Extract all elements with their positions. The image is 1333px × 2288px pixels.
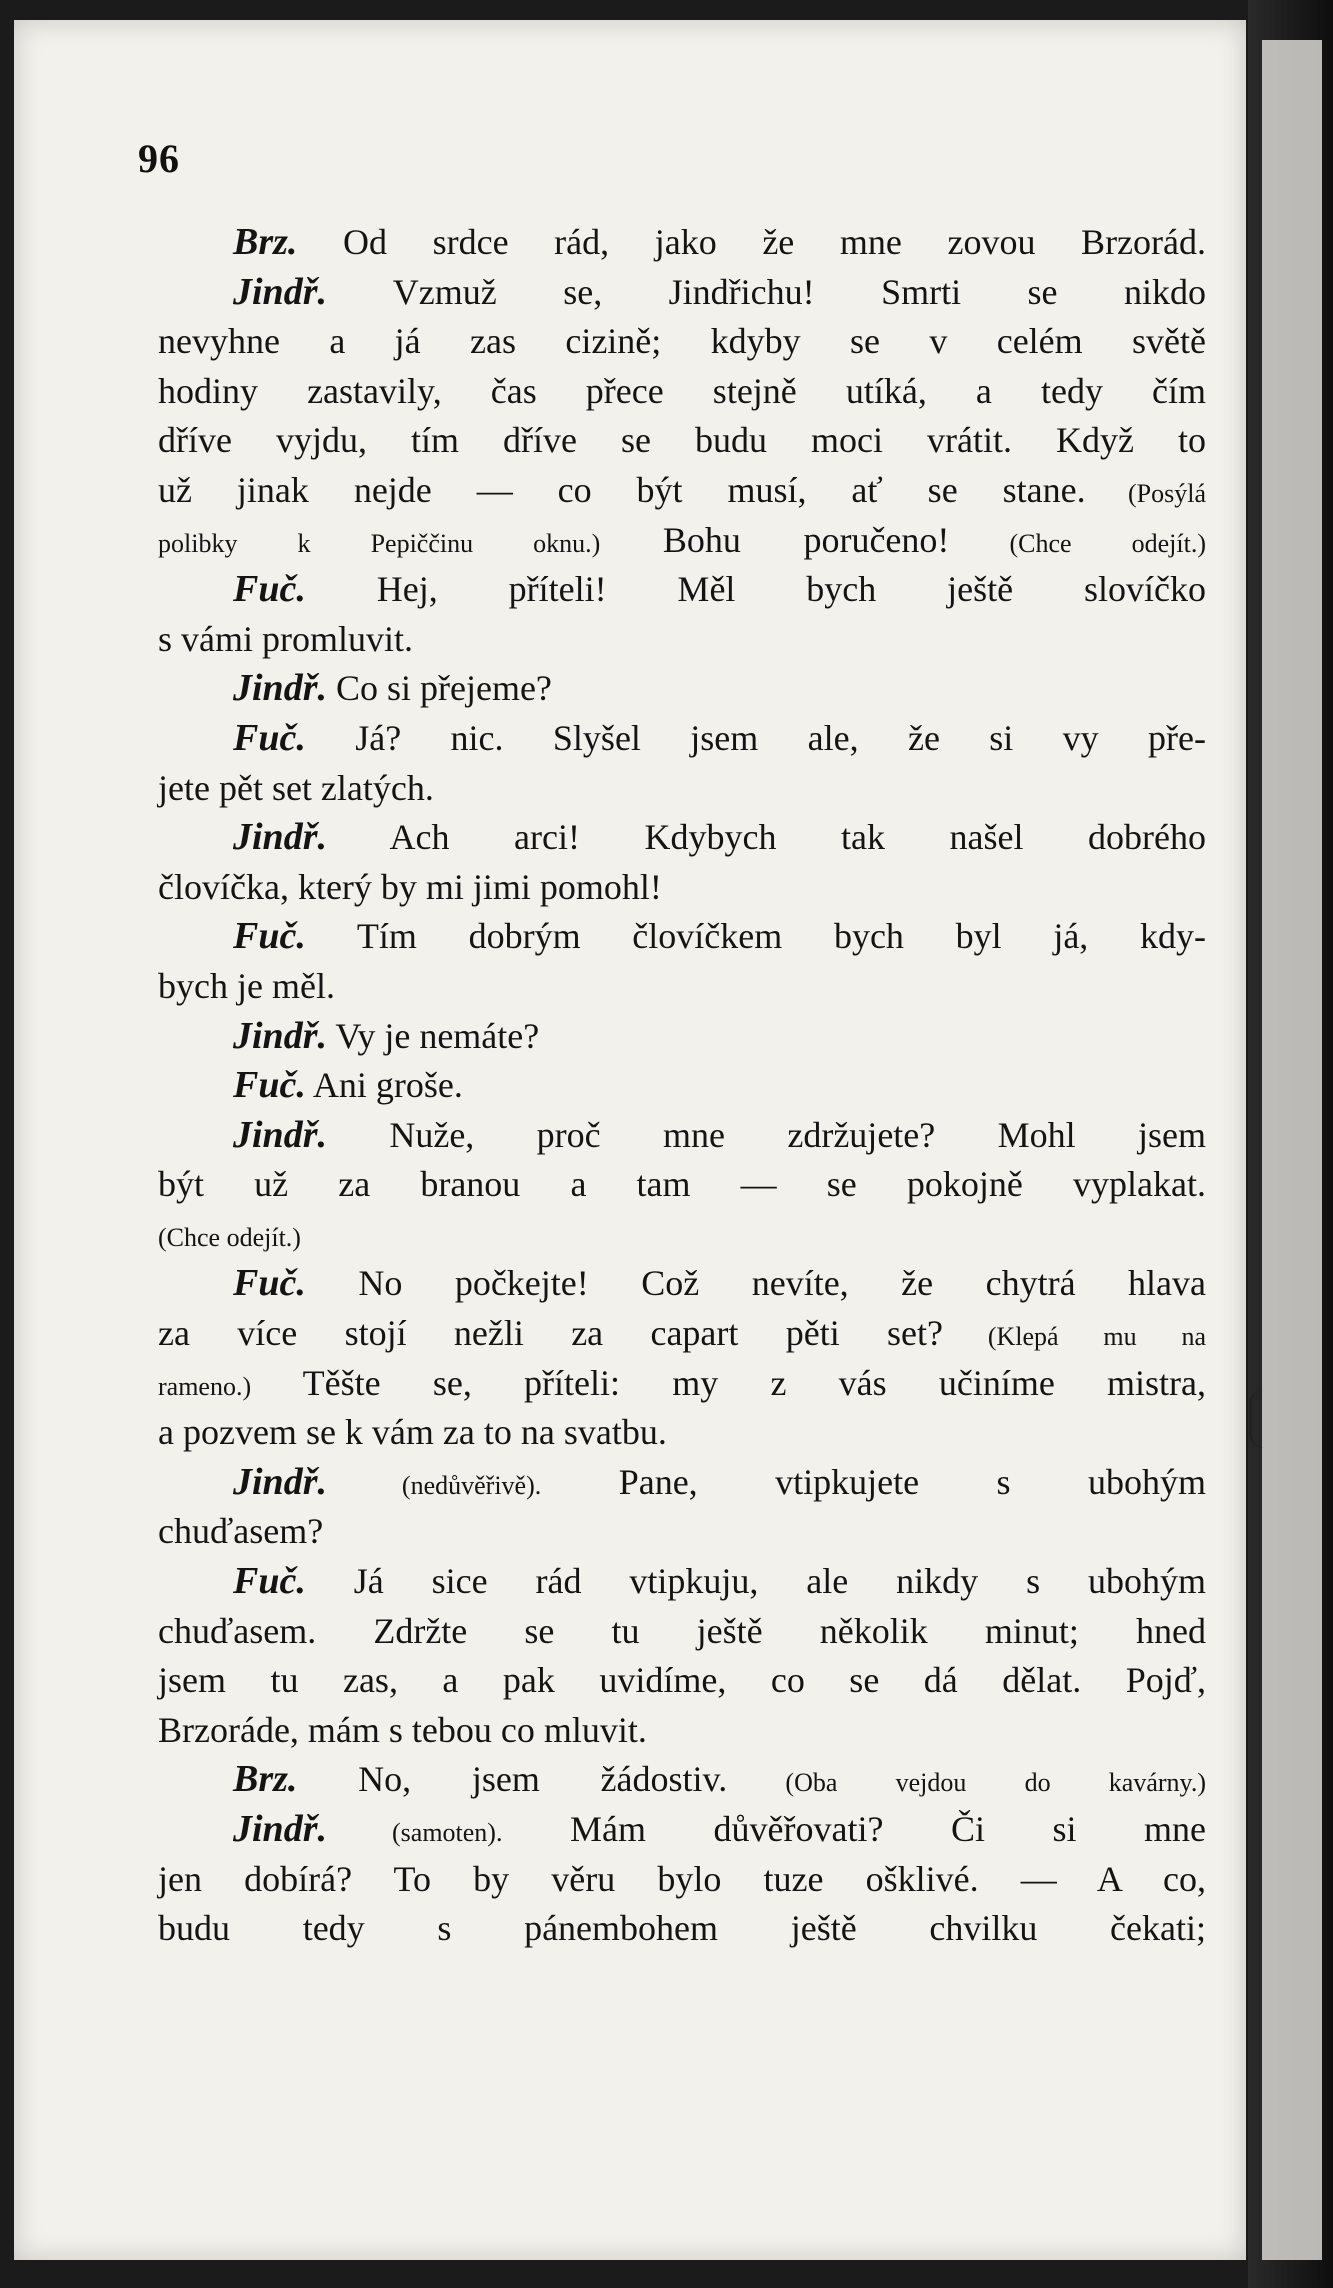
dialogue-text: nevyhne a já zas cizině; kdyby se v celém světě (158, 321, 1206, 362)
text-line (158, 1557, 1206, 1607)
play-text (158, 218, 1206, 1954)
dialogue-text: Tím dobrým človíčkem bych byl já, kdy- (305, 916, 1206, 957)
page-number: 96 (138, 136, 180, 181)
dialogue-text: Vzmuž se, Jindřichu! Smrti se nikdo (326, 271, 1206, 312)
dialogue-text: No, jsem žádostiv. (297, 1759, 728, 1800)
stage-direction: (Chce odejít.) (158, 1222, 301, 1252)
speaker-name: Fuč. (233, 716, 306, 759)
dialogue-text: Hej, příteli! Měl bych ještě slovíčko (305, 569, 1206, 610)
text-line (158, 1210, 1206, 1260)
text-line (158, 1111, 1206, 1161)
dialogue-text: s vámi promluvit. (158, 618, 413, 659)
stage-direction: polibky k Pepiččinu oknu.) (158, 528, 601, 558)
text-line (158, 1755, 1206, 1805)
text-line (158, 1259, 1206, 1309)
text-line (158, 1855, 1206, 1905)
dialogue-text: být už za branou a tam — se pokojně vyplakat. (158, 1164, 1206, 1205)
text-line (158, 714, 1206, 764)
text-line (158, 615, 1206, 665)
text-line (158, 268, 1206, 318)
stage-direction: rameno.) (158, 1371, 252, 1401)
speaker-name: Jindř. (233, 1113, 327, 1156)
dialogue-text: Těšte se, příteli: my z vás učiníme mistra, (251, 1362, 1206, 1403)
text-line (158, 317, 1206, 367)
dialogue-text: Od srdce rád, jako že mne zovou Brzorád. (297, 222, 1206, 262)
stage-direction: (Chce odejít.) (949, 528, 1206, 558)
text-line (158, 516, 1206, 566)
text-line (158, 962, 1206, 1012)
text-line (158, 218, 1206, 268)
speaker-name: Jindř. (233, 667, 327, 710)
dialogue-text: No počkejte! Což nevíte, že chytrá hlava (305, 1263, 1206, 1304)
speaker-name: Fuč. (233, 1262, 306, 1305)
dialogue-text: dříve vyjdu, tím dříve se budu moci vrátit. Když to (158, 420, 1206, 461)
dialogue-text: chuďasem? (158, 1511, 324, 1552)
dialogue-text: jete pět set zlatých. (158, 767, 434, 808)
text-line (158, 1408, 1206, 1458)
dialogue-text: Ani groše. (305, 1065, 463, 1106)
dialogue-text: Nuže, proč mne zdržujete? Mohl jsem (326, 1114, 1206, 1155)
stage-direction: (samoten). (326, 1818, 503, 1847)
stage-direction: (Oba vejdou do kavárny.) (727, 1768, 1207, 1798)
dialogue-text: Pane, vtipkujete s ubohým (541, 1461, 1206, 1502)
stage-direction: (Posýlá (1085, 478, 1207, 508)
dialogue-text: jsem tu zas, a pak uvidíme, co se dá dělat. Pojď, (158, 1660, 1206, 1701)
speaker-name: Fuč. (233, 568, 306, 611)
dialogue-text: chuďasem. Zdržte se tu ještě několik minut; hned (158, 1610, 1206, 1651)
text-line (158, 1904, 1206, 1954)
speaker-name: Jindř. (233, 1460, 327, 1503)
dialogue-text: Co si přejeme? (326, 668, 552, 709)
dialogue-text: a pozvem se k vám za to na svatbu. (158, 1412, 667, 1453)
text-line (158, 416, 1206, 466)
speaker-name: Jindř. (233, 1808, 327, 1850)
text-line (158, 1458, 1206, 1508)
speaker-name: Brz. (233, 1758, 298, 1801)
margin-bracket-mark (1249, 1390, 1266, 1448)
dialogue-text: Bohu poručeno! (600, 519, 950, 560)
text-line (158, 1061, 1206, 1111)
dialogue-text: už jinak nejde — co být musí, ať se stane. (158, 469, 1086, 510)
speaker-name: Jindř. (233, 816, 327, 859)
speaker-name: Fuč. (233, 915, 306, 958)
dialogue-text: Mám důvěřovati? Či si mne (502, 1809, 1206, 1849)
stage-direction: (Klepá mu na (943, 1322, 1206, 1352)
dialogue-text: jen dobírá? To by věru bylo tuze ošklivé. — A co, (158, 1858, 1206, 1899)
dialogue-text: Brzoráde, mám s tebou co mluvit. (158, 1709, 647, 1750)
dialogue-text: Vy je nemáte? (326, 1015, 540, 1056)
text-line (158, 1160, 1206, 1210)
dialogue-text: budu tedy s pánembohem ještě chvilku čekati; (158, 1908, 1206, 1949)
text-line (158, 1309, 1206, 1359)
text-line (158, 466, 1206, 516)
dialogue-text: bych je měl. (158, 965, 335, 1006)
speaker-name: Brz. (233, 221, 298, 263)
text-line (158, 1607, 1206, 1657)
dialogue-text: hodiny zastavily, čas přece stejně utíká, a tedy čím (158, 370, 1206, 411)
dialogue-text: Já? nic. Slyšel jsem ale, že si vy pře- (305, 717, 1206, 758)
text-line (158, 813, 1206, 863)
text-line (158, 912, 1206, 962)
speaker-name: Jindř. (233, 270, 327, 313)
text-line (158, 1706, 1206, 1756)
text-line (158, 1359, 1206, 1409)
speaker-name: Fuč. (233, 1560, 306, 1603)
text-line (158, 367, 1206, 417)
text-line (158, 664, 1206, 714)
text-line (158, 1656, 1206, 1706)
dialogue-text: človíčka, který by mi jimi pomohl! (158, 866, 662, 907)
dialogue-text: Já sice rád vtipkuju, ale nikdy s ubohým (305, 1561, 1206, 1602)
text-line (158, 764, 1206, 814)
dialogue-text: za více stojí nežli za capart pěti set? (158, 1313, 944, 1354)
text-line (158, 1012, 1206, 1062)
text-line (158, 1507, 1206, 1557)
stage-direction: (nedůvěřivě). (326, 1470, 542, 1500)
dialogue-text: Ach arci! Kdybych tak našel dobrého (326, 817, 1206, 858)
text-line (158, 565, 1206, 615)
speaker-name: Jindř. (233, 1014, 327, 1057)
text-line (158, 863, 1206, 913)
next-page-edge (1262, 40, 1322, 2260)
speaker-name: Fuč. (233, 1064, 306, 1107)
text-line (158, 1805, 1206, 1855)
